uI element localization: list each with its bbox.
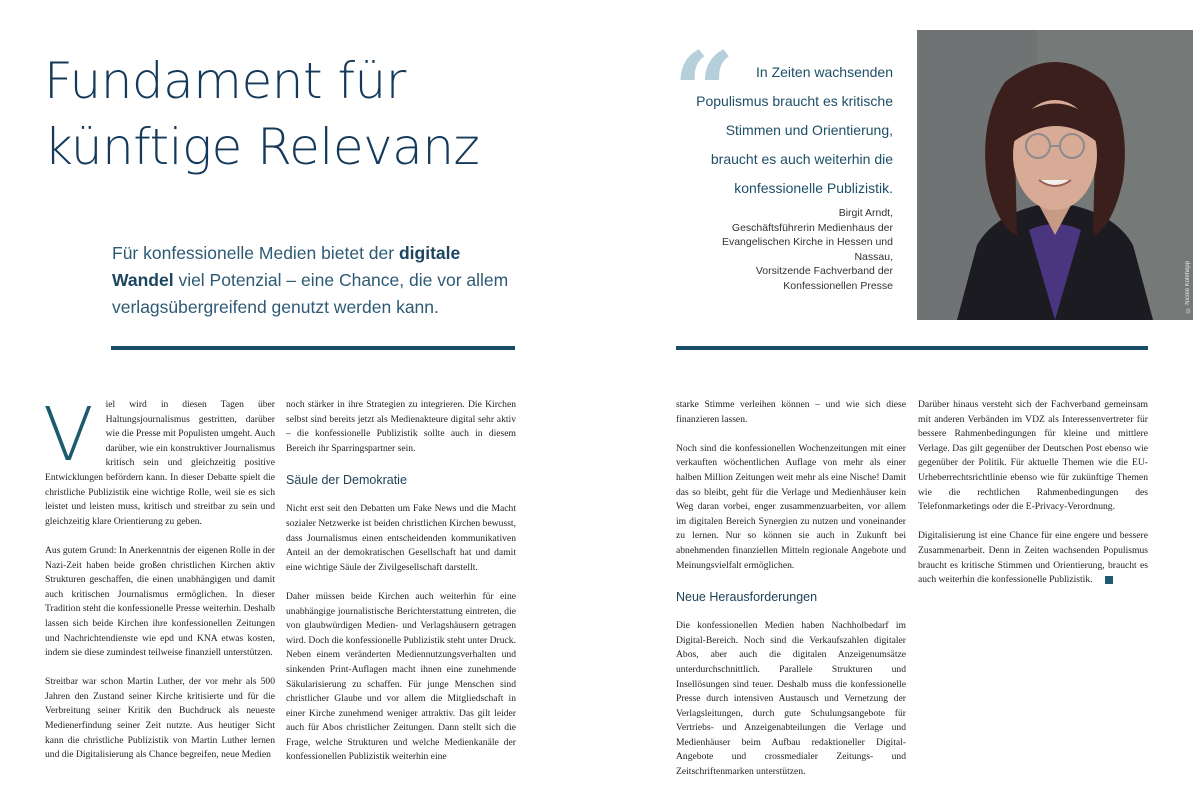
lead-text-start: Für konfessionelle Medien bietet der (112, 243, 399, 263)
body-paragraph: Nicht erst seit den Debatten um Fake News und die Macht sozialer Netzwerke ist beiden christlichen Kirchen bewusst, dass Journalismus einen entscheidenden kommunikativen Anteil an der demokratischen Gesellschaft hat und damit eine wichtige Säule der Zivilgesellschaft darstellt. (286, 503, 516, 573)
pull-quote: In Zeiten wachsenden Populismus braucht es kritische Stimmen und Orientierung, braucht es auch weiterhin die konfessionelle Publizistik. (696, 64, 893, 196)
divider-right (676, 346, 1148, 350)
attribution-role-2: Vorsitzende Fachverband der Konfessionellen Presse (755, 265, 893, 292)
paragraph-text: Digitalisierung ist eine Chance für eine engere und bessere Zusammenarbeit. Denn in Zeiten wachsenden Populismus braucht es kritische Stimmen und Orientierung, braucht es auch weiterhin die konfessionelle Publizistik. (918, 530, 1148, 586)
end-square-icon (1105, 576, 1113, 584)
body-paragraph: noch stärker in ihre Strategien zu integrieren. Die Kirchen selbst sind bereits jetzt als Medienakteure digital sehr aktiv – die konfessionelle Publizistik sollte auch in diesem Bereich ihr Sparringspartner sein. (286, 399, 516, 454)
subheading-herausforderungen: Neue Herausforderungen (676, 590, 818, 605)
subheading-saeule: Säule der Demokratie (286, 473, 407, 488)
body-paragraph: Noch sind die konfessionellen Wochenzeitungen mit einer verkauften wöchentlichen Auflage von mehr als einer halben Million Zeitungen weit mehr als eine Nische! Damit das so bleibt, geht für die Verlage und Medienhäuser kein Weg daran vorbei, enger zusammenzuarbeiten, vor allem im digitalen Bereich Synergien zu nutzen und voneinander zu lernen. Nur so können sie auch in Zukunft bei abnehmenden finanziellen Mitteln regionale Angebote und Meinungsvielfalt ermöglichen. (676, 442, 906, 571)
lead-text-bold: digitale Wandel (112, 243, 461, 290)
lead-text-end: viel Potenzial – eine Chance, die vor allem verlagsübergreifend genutzt werden kann. (112, 270, 509, 317)
body-paragraph: Darüber hinaus versteht sich der Fachverband gemeinsam mit anderen Verbänden im VDZ als Interessenvertreter für bessere Rahmenbedingungen für kleine und mittlere Verlage. Das gilt gegenüber der Deutschen Post ebenso wie gegenüber der Politik. Für aktuelle Themen wie die EU-Urheberrechtsrichtlinie ebenso wie für zukünftige Themen wie die rechtlichen Rahmenbedingungen des Telefonmarketings oder die E-Privacy-Verordnung. (918, 399, 1148, 513)
divider-left (111, 346, 515, 350)
portrait-photo (917, 30, 1193, 320)
drop-cap: V (43, 392, 94, 478)
body-paragraph (918, 529, 1148, 587)
body-paragraph: starke Stimme verleihen können – und wie sich diese finanzieren lassen. (676, 399, 906, 425)
text-column-2 (286, 398, 516, 780)
body-paragraph (43, 392, 275, 529)
text-column-4 (918, 398, 1148, 602)
article-lead (112, 240, 522, 321)
text-column-1 (43, 392, 275, 777)
body-paragraph: Die konfessionellen Medien haben Nachholbedarf im Digital-Bereich. Noch sind die Verkaufszahlen digitaler Abos, aber auch die digitalen Anzeigenumsätze unterdurchschnittlich. Parallele Strukturen und Insellösungen sind teuer. Deshalb muss die konfessionelle Presse durch intensiven Austausch und Vernetzung der Verlagsleitungen, durch gute Schulungsangebote für Vertriebs- und Anzeigenabteilungen die Verlage und Medienhäuser beim Aufbau redaktioneller Digital-Angebote und crossmedialer Zeitungs- und Zeitschriftenmarken unterstützen. (676, 620, 906, 778)
attribution-role-1: Geschäftsführerin Medienhaus der Evangelischen Kirche in Hessen und Nassau, (721, 221, 893, 263)
portrait-illustration (917, 30, 1193, 320)
body-paragraph: Aus gutem Grund: In Anerkenntnis der eigenen Rolle in der Nazi-Zeit haben beide großen christlichen Kirchen aktiv Strukturen geschaffen, die einen unabhängigen und damit auch kritischen Journalismus ermöglichen. In dieser Tradition steht die konfessionelle Presse weiterhin. Deshalb lassen sich beide Kirchen ihre konfessionellen Zeitungen und Nachrichtendienste wie epd und KNA etwas kosten, indem sie diese zumindest teilweise finanziell unterstützen. (45, 544, 275, 659)
paragraph-text: iel wird in diesen Tagen über Haltungsjournalismus gestritten, darüber wie die Presse mit Populisten umgeht. Auch darüber, wie ein konstruktiver Journalismus kritisch sein und gleichzeitig positive Entwicklungen befördern kann. In dieser Debatte spielt die christliche Publizistik eine wichtige Rolle, weil sie es sich leistet und leisten muss, kritisch und streitbar zu sein und gleichzeitig klare Orientierung zu geben. (45, 399, 275, 527)
quote-attribution (700, 206, 893, 293)
attribution-name: Birgit Arndt, (838, 207, 893, 219)
body-paragraph: Streitbar war schon Martin Luther, der vor mehr als 500 Jahren den Zustand seiner Kirche kritisierte und für die Verbreitung seiner Kritik den Buchdruck als neueste Medienerfindung seiner Zeit nutzte. Aus heutiger Sicht kann die christliche Publizistik von Martin Luther lernen und die Digitalisierung als Chance begreifen, neue Medien (45, 676, 275, 761)
quote-mark-icon: “ (673, 29, 736, 155)
body-paragraph: Daher müssen beide Kirchen auch weiterhin für eine unabhängige journalistische Berichterstattung eintreten, die von glaubwürdigen Medien- und Verlagshäusern getragen wird. Doch die konfessionelle Publizistik steht unter Druck. Neben einem veränderten Mediennutzungsverhalten und sinkenden Print-Auflagen macht ihnen eine zunehmende Säkularisierung zu schaffen. Für junge Menschen sind christlicher Glaube und vor allem die Mitgliedschaft in einer Kirche zunehmend weniger attraktiv. Das gilt leider auch für Abos christlicher Zeitungen. Dann stellt sich die Frage, welche Strukturen und welche Medienkanäle der konfessionellen Publizistik weiterhin eine (286, 590, 516, 763)
article-title: Fundament für künftige Relevanz (44, 52, 480, 176)
text-column-3 (676, 398, 906, 794)
photo-credit: © Nicole Kohlhepp (1185, 260, 1191, 312)
